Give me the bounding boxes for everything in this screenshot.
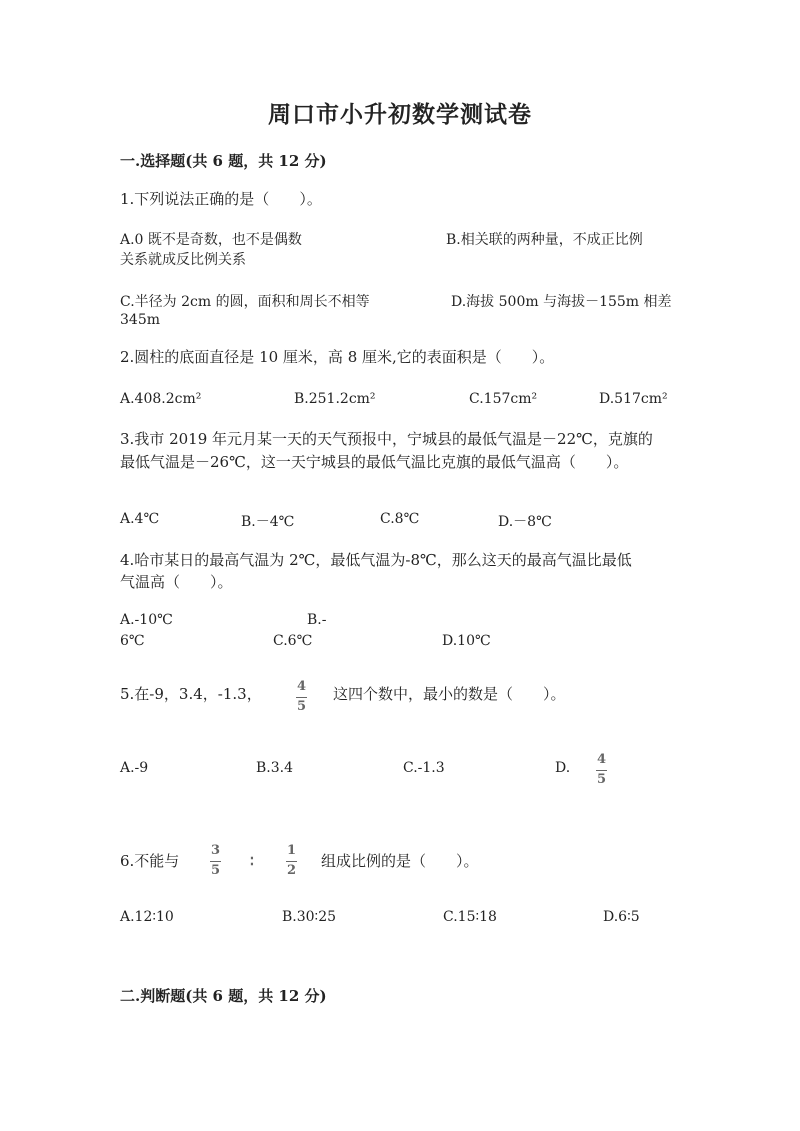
- fraction-bar: [210, 861, 221, 862]
- q5-stem-suffix: 这四个数中，最小的数是（ ）。: [333, 685, 566, 703]
- q6-fraction-2: [286, 844, 297, 878]
- q5-option-c: C.-1.3: [403, 760, 445, 776]
- q6-ratio-colon: ∶: [250, 852, 254, 870]
- q6-stem-prefix: 6.不能与: [120, 852, 180, 870]
- q1-option-a: A.0 既不是奇数，也不是偶数: [120, 232, 302, 248]
- q6-option-c: C.15∶18: [443, 909, 497, 925]
- q2-option-b: B.251.2cm²: [294, 391, 376, 407]
- q3-option-a: A.4℃: [120, 511, 160, 527]
- q1-option-d: D.海拔 500m 与海拔－155m 相差: [451, 294, 672, 310]
- q2-stem: 2.圆柱的底面直径是 10 厘米，高 8 厘米,它的表面积是（ ）。: [120, 348, 555, 366]
- q5-option-b: B.3.4: [256, 760, 294, 776]
- q4-option-a: A.-10℃: [120, 612, 173, 628]
- q5-fraction-denominator: 5: [296, 699, 307, 714]
- q4-option-b: B.-: [307, 612, 327, 628]
- q2-option-a: A.408.2cm²: [120, 391, 202, 407]
- q1-option-b-continued: 关系就成反比例关系: [120, 252, 246, 268]
- section-2-heading: 二.判断题(共 6 题，共 12 分): [120, 987, 327, 1005]
- page-title: 周口市小升初数学测试卷: [268, 101, 532, 128]
- q5-fraction: [296, 680, 307, 714]
- q4-option-c: C.6℃: [273, 633, 313, 649]
- q2-option-d: D.517cm²: [599, 391, 668, 407]
- q5-option-d-fraction: [596, 753, 607, 787]
- q6-option-b: B.30∶25: [282, 909, 337, 925]
- q3-option-c: C.8℃: [380, 511, 420, 527]
- q4-option-d: D.10℃: [442, 633, 491, 649]
- q6-fraction-1-denominator: 5: [210, 863, 221, 878]
- q2-option-c: C.157cm²: [469, 391, 538, 407]
- q6-option-d: D.6∶5: [603, 909, 640, 925]
- q6-stem-suffix: 组成比例的是（ ）。: [321, 852, 479, 870]
- q3-stem-line2: 最低气温是－26℃，这一天宁城县的最低气温比克旗的最低气温高（ ）。: [120, 453, 629, 471]
- fraction-bar: [596, 770, 607, 771]
- q5-option-d-denominator: 5: [596, 772, 607, 787]
- q1-option-d-continued: 345m: [120, 312, 160, 328]
- q5-fraction-numerator: 4: [296, 679, 307, 694]
- q5-option-a: A.-9: [120, 760, 149, 776]
- q3-option-b: B.－4℃: [241, 514, 295, 530]
- q1-stem: 1.下列说法正确的是（ ）。: [120, 190, 322, 208]
- q5-stem-prefix: 5.在-9，3.4，-1.3，: [120, 685, 262, 703]
- q6-fraction-2-denominator: 2: [286, 863, 297, 878]
- q1-option-c: C.半径为 2cm 的圆，面积和周长不相等: [120, 294, 370, 310]
- q3-option-d: D.－8℃: [498, 514, 552, 530]
- q3-stem-line1: 3.我市 2019 年元月某一天的天气预报中，宁城县的最低气温是－22℃，克旗的: [120, 430, 653, 448]
- fraction-bar: [286, 861, 297, 862]
- q5-option-d: D.: [555, 760, 571, 776]
- q4-stem-line1: 4.哈市某日的最高气温为 2℃，最低气温为-8℃，那么这天的最高气温比最低: [120, 551, 632, 569]
- q6-fraction-1-numerator: 3: [210, 843, 221, 858]
- q6-fraction-1: [210, 844, 221, 878]
- q4-option-b-continued: 6℃: [120, 633, 145, 649]
- q5-option-d-numerator: 4: [596, 752, 607, 767]
- q6-option-a: A.12∶10: [120, 909, 174, 925]
- section-1-heading: 一.选择题(共 6 题，共 12 分): [120, 152, 327, 170]
- q6-fraction-2-numerator: 1: [286, 843, 297, 858]
- q4-stem-line2: 气温高（ ）。: [120, 573, 233, 591]
- q1-option-b: B.相关联的两种量，不成正比例: [446, 232, 643, 248]
- fraction-bar: [296, 697, 307, 698]
